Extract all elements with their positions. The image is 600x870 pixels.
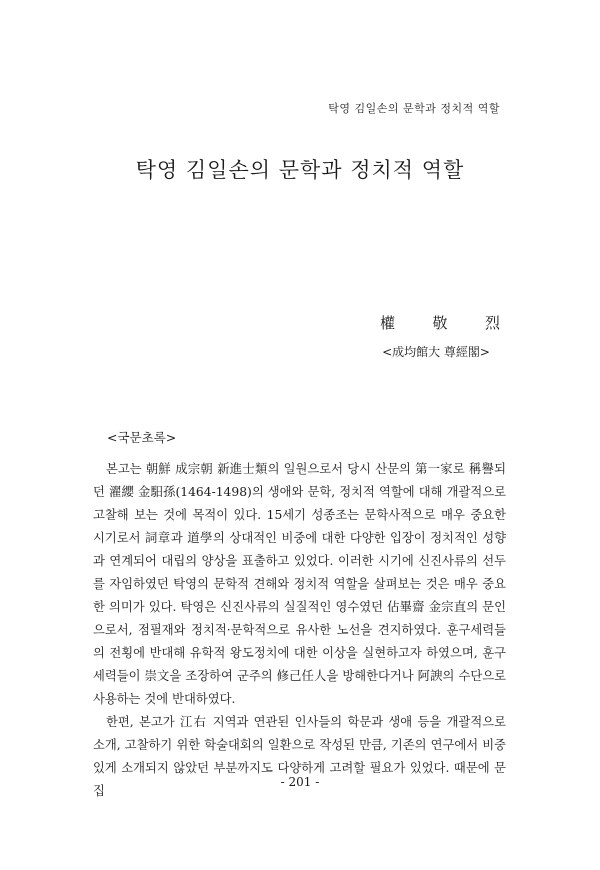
author-char-3: 烈 [484, 314, 500, 332]
author-char-1: 權 [380, 314, 396, 332]
author-affiliation: <成均館大 尊經閣> [382, 345, 490, 359]
article-title: 탁영 김일손의 문학과 정치적 역할 [135, 158, 465, 182]
abstract-paragraph-1: 본고는 朝鮮 成宗朝 新進士類의 일원으로서 당시 산문의 第一家로 稱譽되던 濯纓 金馹孫(1464-1498)의 생애와 문학, 정치적 역할에 대해 개괄적으로 고찰해 보는 것에 목적이 있다. 15세기 성종조는 문학사적으로 매우 중요한 시기로서 詞章과 道學의 상대적인 비중에 대한 다양한 입장이 정치적인 성향과 연계되어 대립의 양상을 표출하고 있었다. 이러한 시기에 신진사류의 선두를 자임하였던 탁영의 문학적 견해와 정치적 역할을 살펴보는 것은 매우 중요한 의미가 있다. 탁영은 신진사류의 실질적인 영수였던 佔畢齋 金宗直의 문인으로서, 점필재와 정치적·문학적으로 유사한 노선을 견지하였다. 훈구세력들의 전횡에 반대해 유학적 왕도정치에 대한 이상을 실현하고자 하였으며, 훈구세력들이 崇文을 조장하여 군주의 修己任人을 방해한다거나 阿諛의 수단으로 사용하는 것에 반대하였다. [93, 462, 506, 706]
running-header: 탁영 김일손의 문학과 정치적 역할 [328, 102, 500, 115]
abstract-body [93, 458, 506, 803]
author-name [380, 312, 500, 333]
author-char-2: 敬 [432, 314, 448, 332]
page-number: - 201 - [280, 775, 320, 789]
abstract-heading: <국문초록> [107, 430, 177, 445]
abstract-paragraph-2: 한편, 본고가 江右 지역과 연관된 인사들의 학문과 생애 등을 개괄적으로 소개, 고찰하기 위한 학술대회의 일환으로 작성된 만큼, 기존의 연구에서 비중 있게 소개되지 않았던 부분까지도 다양하게 고려할 필요가 있었다. 때문에 문집 [93, 715, 506, 798]
